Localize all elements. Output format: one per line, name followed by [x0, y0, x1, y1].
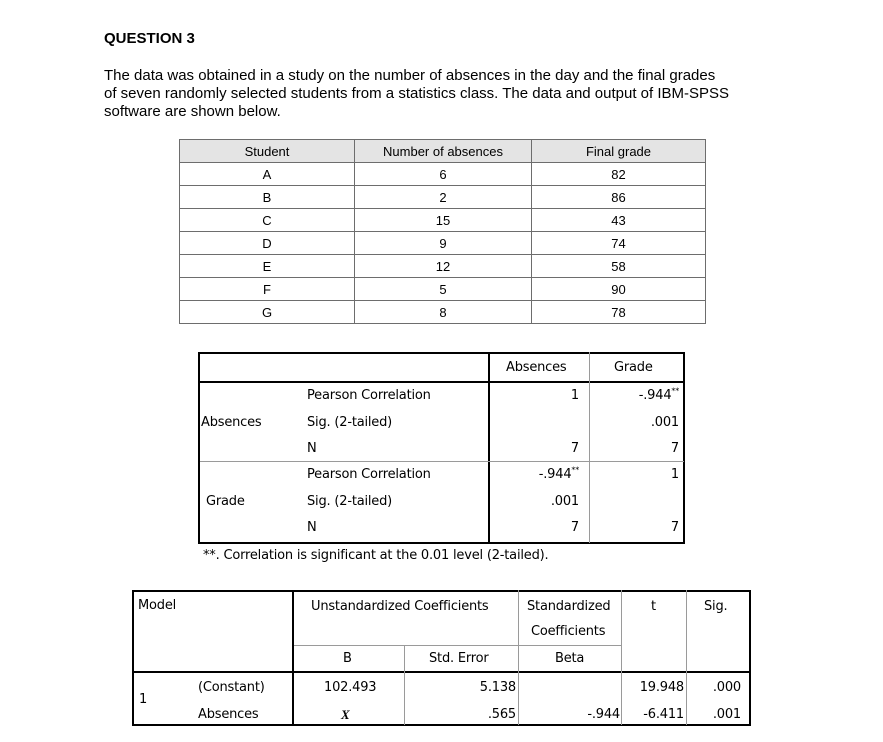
significance-mark: **: [671, 386, 679, 396]
corr-border-top: [198, 352, 685, 354]
coef-b: 102.493: [324, 680, 377, 695]
corr-stub-divider: [488, 352, 490, 544]
corr-val-number: -.944: [638, 388, 672, 403]
cell-student: B: [180, 186, 355, 209]
corr-col-grade: Grade: [614, 360, 653, 375]
cell-grade: 58: [532, 255, 706, 278]
corr-val-number: -.944: [538, 467, 572, 482]
coef-border-left: [132, 590, 134, 726]
corr-val: [539, 467, 579, 482]
corr-row-grade: Grade: [206, 494, 245, 509]
table-row: [180, 163, 706, 186]
footnote-mark: **: [203, 548, 216, 563]
corr-row-divider: [200, 461, 684, 462]
header-final-grade: Final grade: [532, 140, 706, 163]
table-header-row: [180, 140, 706, 163]
coef-b: X: [341, 707, 350, 722]
cell-absences: 15: [355, 209, 532, 232]
corr-stat-sig: Sig. (2-tailed): [307, 415, 393, 430]
cell-absences: 8: [355, 301, 532, 324]
coef-t: -6.411: [643, 707, 684, 722]
corr-val: 7: [570, 441, 579, 456]
corr-stat-n: N: [307, 520, 317, 535]
cell-student: F: [180, 278, 355, 301]
corr-val: 7: [670, 520, 679, 535]
corr-val: 7: [670, 441, 679, 456]
coef-se-label: Std. Error: [429, 651, 489, 666]
cell-grade: 90: [532, 278, 706, 301]
coef-se: 5.138: [479, 680, 516, 695]
corr-border-bottom: [198, 542, 685, 544]
coef-col-divider-b: [404, 645, 405, 725]
question-title: QUESTION 3: [104, 30, 195, 47]
table-row: [180, 301, 706, 324]
cell-student: E: [180, 255, 355, 278]
table-row: [180, 255, 706, 278]
coef-b-label: B: [343, 651, 352, 666]
header-student: Student: [180, 140, 355, 163]
cell-student: D: [180, 232, 355, 255]
table-row: [180, 278, 706, 301]
corr-val: 1: [670, 467, 679, 482]
cell-student: G: [180, 301, 355, 324]
cell-absences: 9: [355, 232, 532, 255]
coef-subheader-divider: [294, 645, 622, 646]
coef-model-number: 1: [139, 692, 148, 707]
coef-beta: -.944: [587, 707, 620, 722]
corr-header-divider: [198, 381, 685, 383]
coef-sig-label: Sig.: [704, 599, 728, 614]
coef-border-top: [132, 590, 751, 592]
coef-stub-divider: [292, 590, 294, 726]
cell-absences: 12: [355, 255, 532, 278]
cell-student: C: [180, 209, 355, 232]
coef-header-divider: [132, 671, 751, 673]
table-row: [180, 209, 706, 232]
coef-unstd-label: Unstandardized Coefficients: [311, 599, 489, 614]
intro-line: software are shown below.: [104, 103, 281, 120]
corr-val: [639, 388, 679, 403]
coef-row-name: Absences: [198, 707, 259, 722]
cell-absences: 2: [355, 186, 532, 209]
corr-val: 1: [570, 388, 579, 403]
header-absences: Number of absences: [355, 140, 532, 163]
corr-val: .001: [550, 494, 579, 509]
coef-border-right: [749, 590, 751, 726]
cell-grade: 74: [532, 232, 706, 255]
coef-std-label-2: Coefficients: [531, 624, 606, 639]
cell-grade: 43: [532, 209, 706, 232]
cell-grade: 82: [532, 163, 706, 186]
significance-mark: **: [571, 465, 579, 475]
corr-footnote: [203, 548, 548, 563]
intro-line: of seven randomly selected students from a statistics class. The data and output of IBM-SPSS: [104, 85, 730, 102]
coef-border-bottom: [132, 724, 751, 726]
corr-col-divider: [589, 352, 590, 543]
coef-col-divider-t: [686, 590, 687, 725]
coef-se: .565: [487, 707, 516, 722]
coef-model-label: Model: [138, 598, 177, 613]
student-data-table: [179, 139, 706, 324]
corr-row-absences: Absences: [201, 415, 262, 430]
cell-absences: 5: [355, 278, 532, 301]
coef-sig: .001: [712, 707, 741, 722]
corr-val: .001: [650, 415, 679, 430]
coef-beta-label: Beta: [555, 651, 585, 666]
corr-stat-pearson: Pearson Correlation: [307, 388, 431, 403]
intro-paragraph: [104, 67, 804, 121]
cell-student: A: [180, 163, 355, 186]
coef-col-divider-beta: [621, 590, 622, 725]
table-row: [180, 232, 706, 255]
cell-grade: 86: [532, 186, 706, 209]
coef-t: 19.948: [639, 680, 684, 695]
coef-row-name: (Constant): [198, 680, 265, 695]
corr-col-absences: Absences: [506, 360, 567, 375]
corr-stat-n: N: [307, 441, 317, 456]
coef-sig: .000: [712, 680, 741, 695]
intro-line: The data was obtained in a study on the number of absences in the day and the final grades: [104, 67, 716, 84]
corr-stat-pearson: Pearson Correlation: [307, 467, 431, 482]
corr-stat-sig: Sig. (2-tailed): [307, 494, 393, 509]
coef-col-divider-se: [518, 590, 519, 725]
corr-val: 7: [570, 520, 579, 535]
cell-grade: 78: [532, 301, 706, 324]
footnote-text: . Correlation is significant at the 0.01 level (2-tailed).: [215, 548, 549, 563]
table-row: [180, 186, 706, 209]
cell-absences: 6: [355, 163, 532, 186]
coef-std-label-1: Standardized: [527, 599, 611, 614]
coef-t-label: t: [651, 599, 656, 614]
